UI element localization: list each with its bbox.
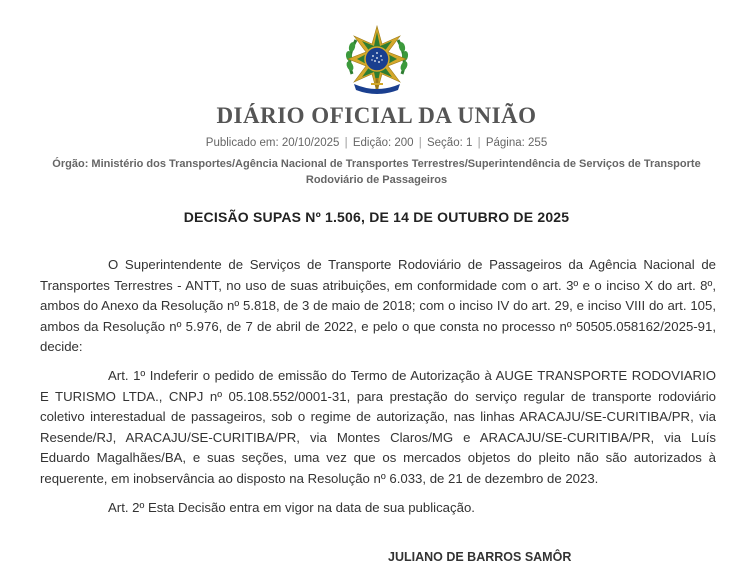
page-number: 255 (528, 137, 548, 149)
article-2-paragraph: Art. 2º Esta Decisão entra em vigor na data de sua publicação. (108, 499, 475, 515)
section-label: Seção: (426, 137, 463, 149)
published-label: Publicado em: (205, 137, 279, 149)
brazil-coat-of-arms-icon (340, 22, 414, 96)
edition-label: Edição: (352, 137, 392, 149)
article-1-paragraph: Art. 1º Indeferir o pedido de emissão do Termo de Autorização à AUGE TRANSPORTE RODOVIARIO E TURISMO LTDA., CNPJ nº 05.108.552/0001-31, para prestação do serviço regular de transporte rodoviário coletivo interestadual de passageiros, sob o regime de autorização, nas linhas ARACAJU/SE-CURITIBA/PR, via Resende/RJ, ARACAJU/SE-CURITIBA/PR, via Montes Claros/MG e ARACAJU/SE-CURITIBA/PR, via Luís Eduardo Magalhães/BA, e suas seções, uma vez que os mercados objetos do pleito não são autorizados à requerente, em inobservância ao disposto na Resolução nº 6.033, de 21 de dezembro de 2023. (40, 367, 716, 486)
separator: | (418, 137, 422, 149)
edition-number: 200 (394, 137, 414, 149)
organ-name: Ministério dos Transportes/Agência Nacional de Transportes Terrestres/Superintendência de Serviços de Transporte Rodoviário de Passageiros (91, 158, 701, 186)
preamble-paragraph: O Superintendente de Serviços de Transporte Rodoviário de Passageiros da Agência Nacional de Transportes Terrestres - ANTT, no uso de suas atribuições, em conformidade com o art. 3º e o inciso X do art. 8º, ambos do Anexo da Resolução nº 5.818, de 3 de maio de 2018; com o inciso IV do art. 29, e inciso VIII do art. 105, ambos da Resolução nº 5.976, de 7 de abril de 2022, e pelo o que consta no processo nº 50505.058162/2025-91, decide: (40, 257, 716, 355)
issuing-organ (50, 156, 703, 188)
decision-body (40, 255, 716, 526)
newspaper-title: DIÁRIO OFICIAL DA UNIÃO (216, 103, 537, 128)
separator: | (344, 137, 348, 149)
organ-label: Órgão: (52, 158, 89, 170)
page-label: Página: (485, 137, 525, 149)
signatory-name: JULIANO DE BARROS SAMÔR (388, 550, 572, 564)
publication-info (0, 137, 753, 149)
published-date: 20/10/2025 (281, 137, 340, 149)
section-number: 1 (466, 137, 473, 149)
separator: | (477, 137, 481, 149)
decision-heading: DECISÃO SUPAS Nº 1.506, DE 14 DE OUTUBRO DE 2025 (183, 209, 570, 225)
